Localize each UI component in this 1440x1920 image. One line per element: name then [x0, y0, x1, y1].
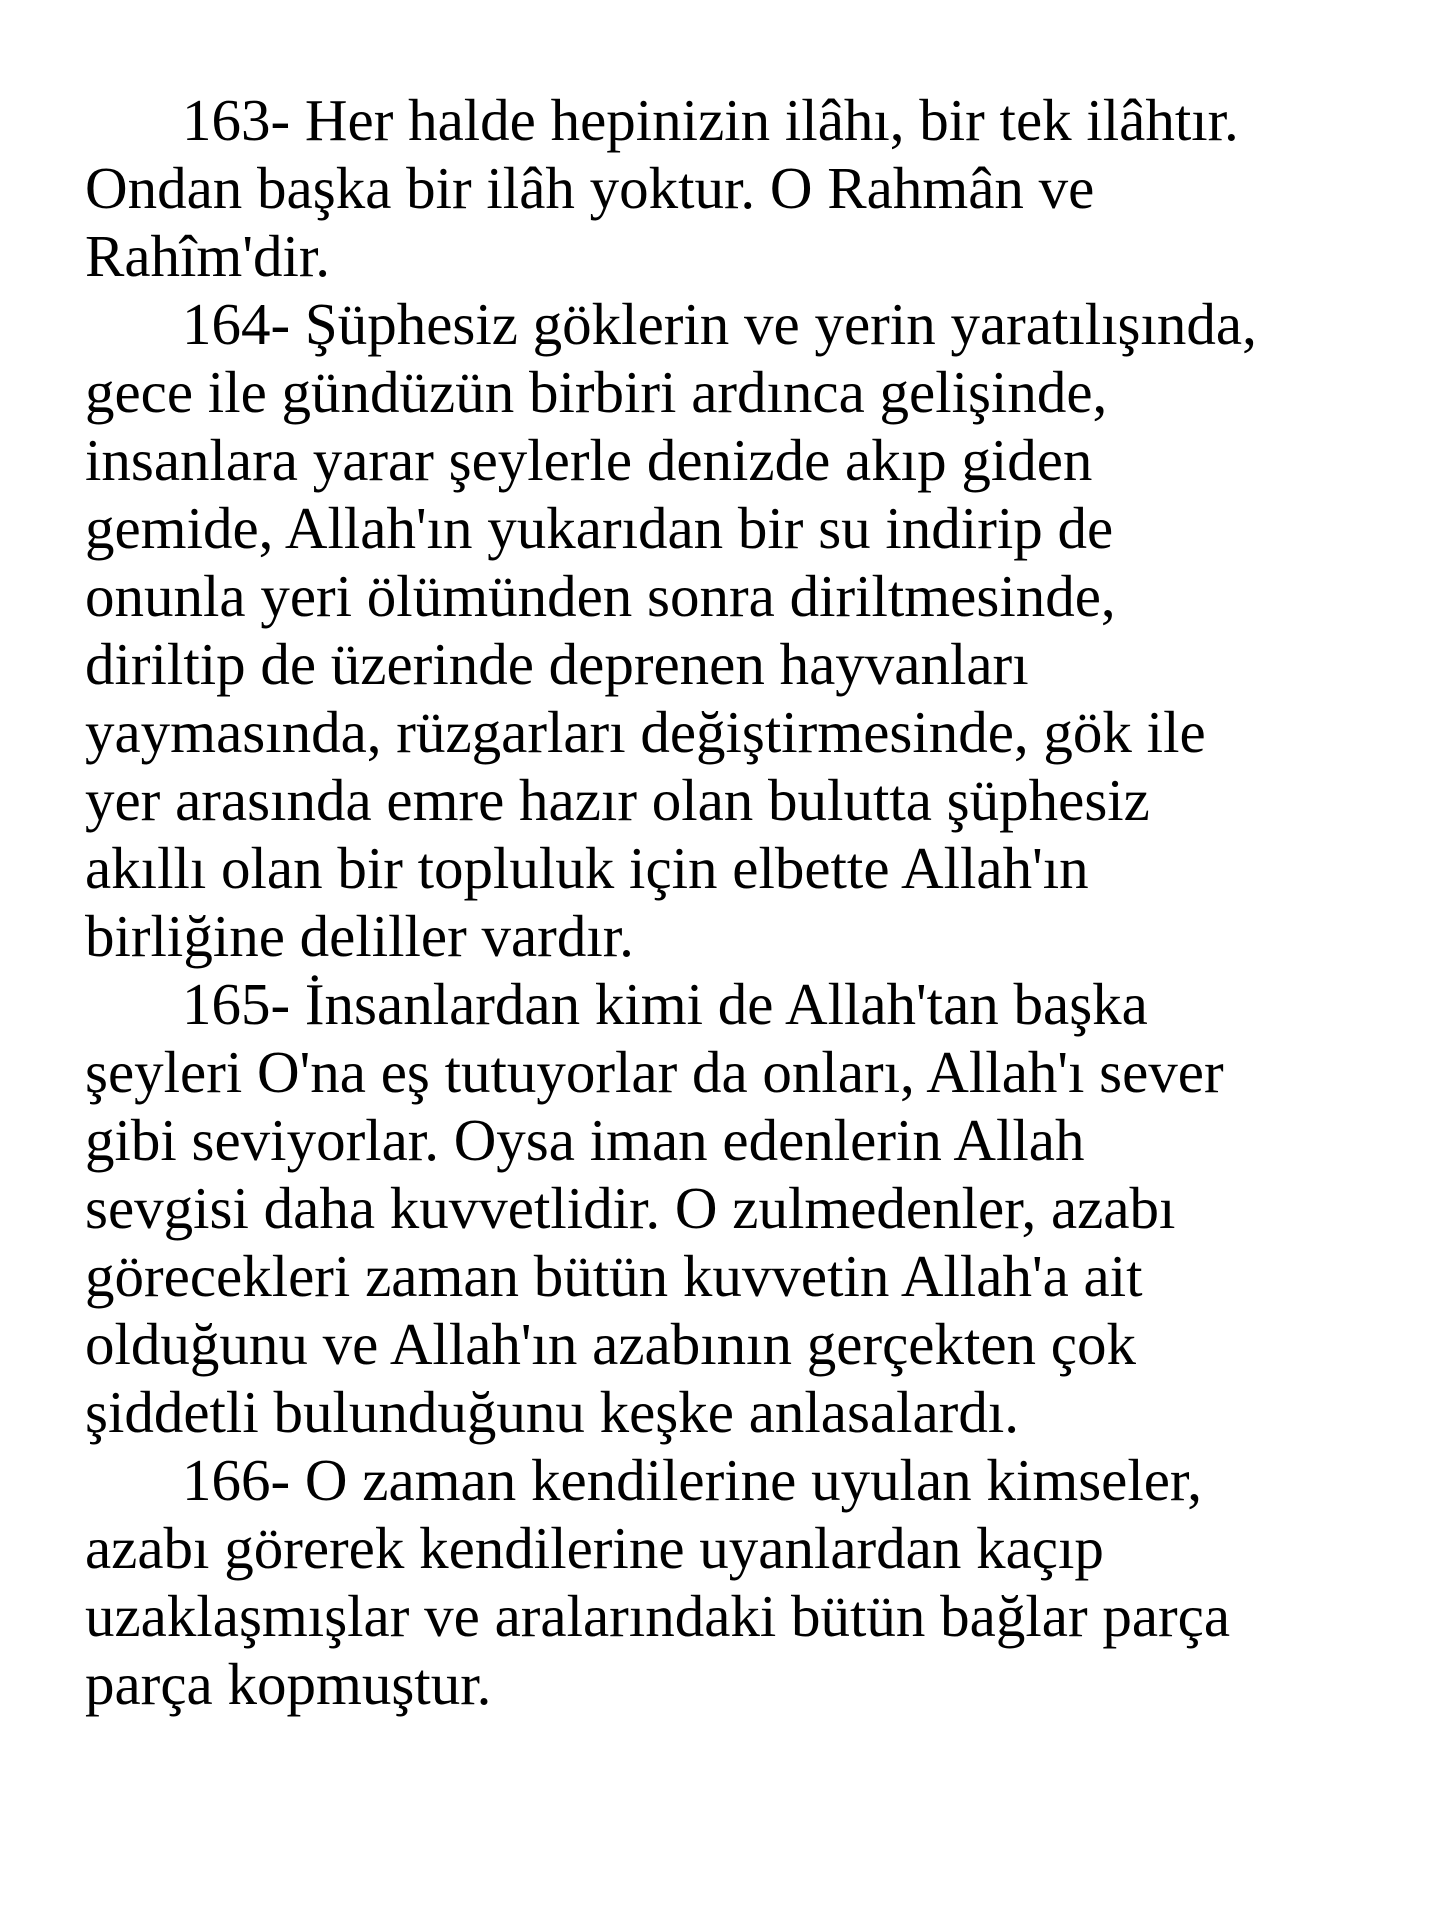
text-line: 163- Her halde hepinizin ilâhı, bir tek ilâhtır. [182, 87, 1239, 153]
text-line: sevgisi daha kuvvetlidir. O zulmedenler, azabı [85, 1175, 1176, 1241]
text-line: akıllı olan bir topluluk için elbette Allah'ın [85, 835, 1089, 901]
text-line: gibi seviyorlar. Oysa iman edenlerin Allah [85, 1107, 1085, 1173]
text-line: diriltip de üzerinde deprenen hayvanları [85, 631, 1029, 697]
text-line: 166- O zaman kendilerine uyulan kimseler, [182, 1447, 1202, 1513]
text-line: onunla yeri ölümünden sonra diriltmesinde, [85, 563, 1116, 629]
text-line: görecekleri zaman bütün kuvvetin Allah'a ait [85, 1243, 1143, 1309]
text-line: gece ile gündüzün birbiri ardınca gelişinde, [85, 359, 1108, 425]
text-line: uzaklaşmışlar ve aralarındaki bütün bağlar parça [85, 1583, 1231, 1649]
text-line: 165- İnsanlardan kimi de Allah'tan başka [182, 971, 1148, 1037]
text-line: Rahîm'dir. [85, 223, 330, 289]
text-line: azabı görerek kendilerine uyanlardan kaçıp [85, 1515, 1104, 1581]
text-line: yer arasında emre hazır olan bulutta şüphesiz [85, 767, 1150, 833]
document-page [85, 86, 1410, 1718]
text-line: birliğine deliller vardır. [85, 903, 634, 969]
text-line: olduğunu ve Allah'ın azabının gerçekten çok [85, 1311, 1136, 1377]
paragraph-165 [85, 970, 1410, 1446]
text-line: Ondan başka bir ilâh yoktur. O Rahmân ve [85, 155, 1095, 221]
paragraph-163 [85, 86, 1410, 290]
text-line: şeyleri O'na eş tutuyorlar da onları, Allah'ı sever [85, 1039, 1224, 1105]
text-line: gemide, Allah'ın yukarıdan bir su indirip de [85, 495, 1114, 561]
text-line: insanlara yarar şeylerle denizde akıp giden [85, 427, 1093, 493]
paragraph-164 [85, 290, 1410, 970]
paragraph-166 [85, 1446, 1410, 1718]
text-line: parça kopmuştur. [85, 1651, 492, 1717]
text-line: yaymasında, rüzgarları değiştirmesinde, gök ile [85, 699, 1206, 765]
text-line: şiddetli bulunduğunu keşke anlasalardı. [85, 1379, 1019, 1445]
text-line: 164- Şüphesiz göklerin ve yerin yaratılışında, [182, 291, 1257, 357]
